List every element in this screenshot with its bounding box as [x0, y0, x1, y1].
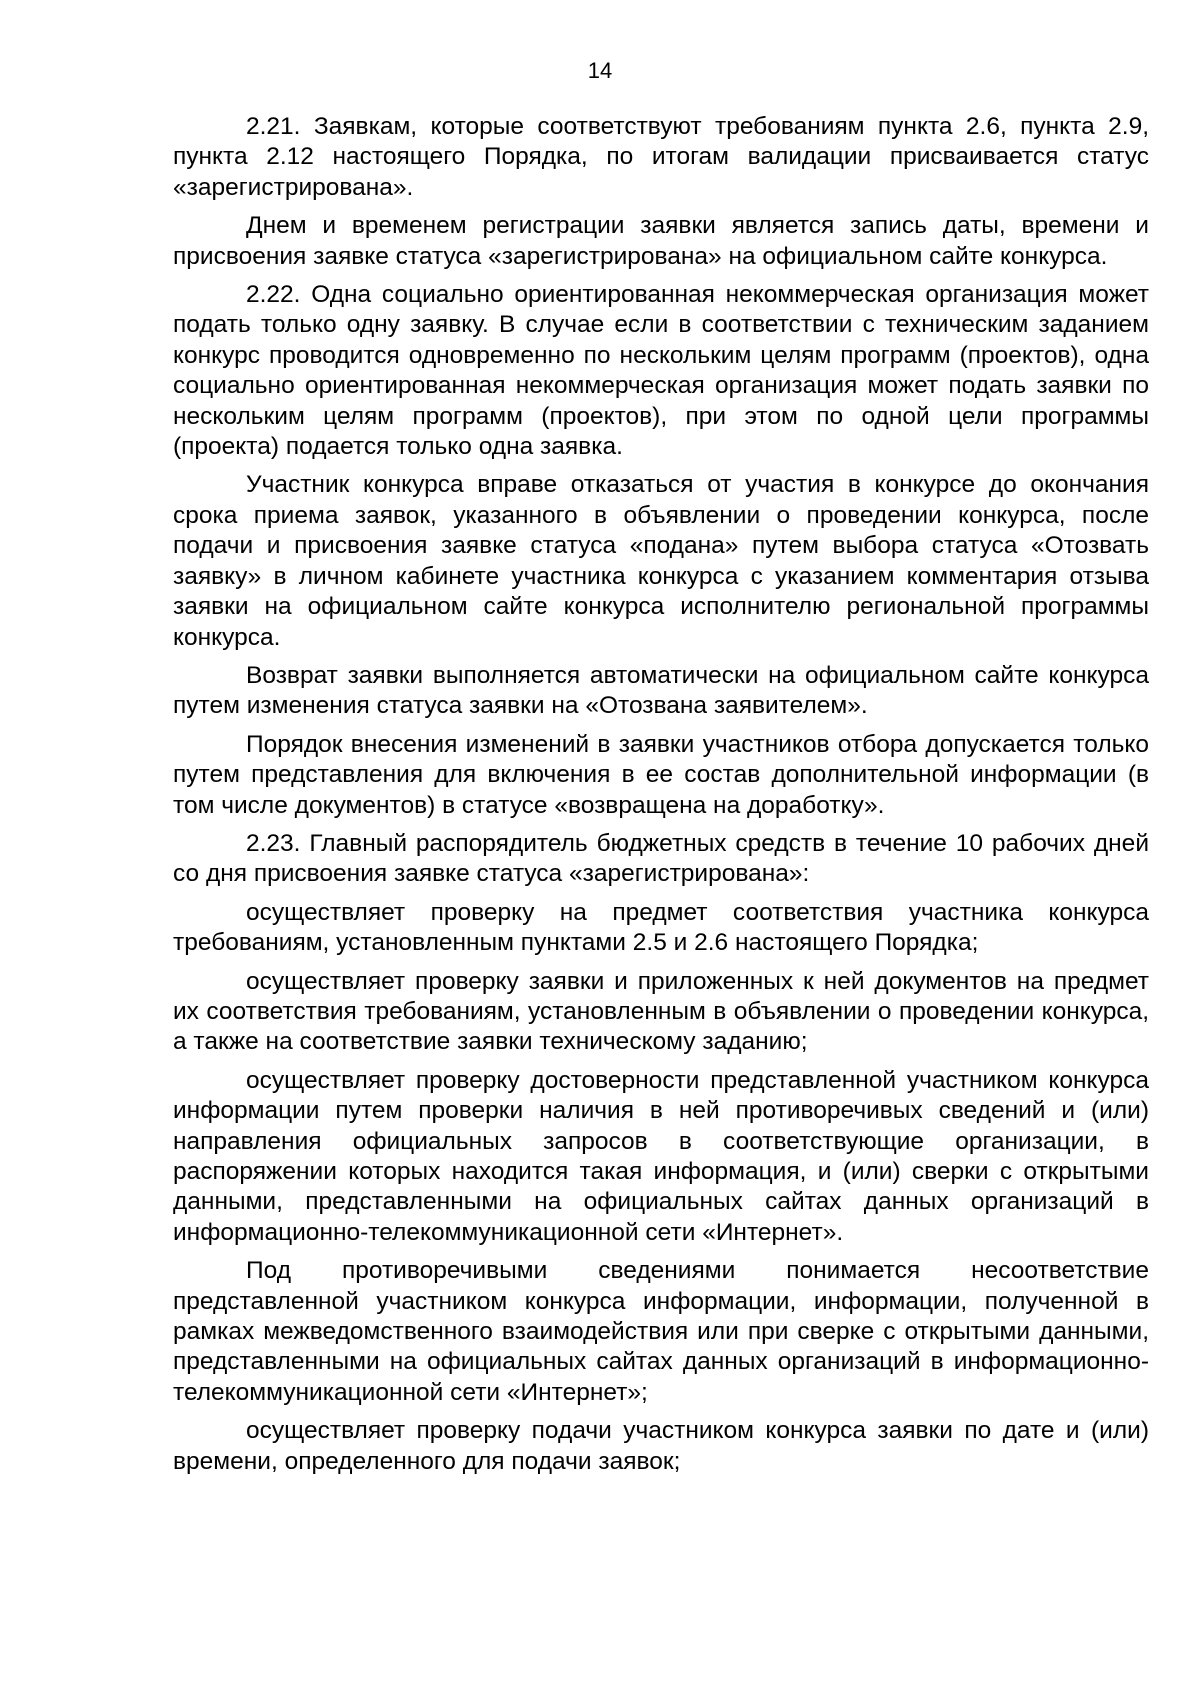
paragraph-return: Возврат заявки выполняется автоматически на официальном сайте конкурса путем изменения статуса заявки на «Отозвана заявителем». [173, 661, 1149, 720]
paragraph-changes: Порядок внесения изменений в заявки участников отбора допускается только путем представления для включения в ее состав дополнительной информации (в том числе документов) в статусе «возвращена на доработку». [173, 730, 1149, 819]
paragraph-check-documents: осуществляет проверку заявки и приложенных к ней документов на предмет их соответствия требованиям, установленным в объявлении о проведении конкурса, а также на соответствие заявки техническому заданию; [173, 967, 1149, 1056]
document-body [173, 112, 1149, 1485]
paragraph-check-participant: осуществляет проверку на предмет соответствия участника конкурса требованиям, установленным пунктами 2.5 и 2.6 настоящего Порядка; [173, 898, 1149, 957]
paragraph-check-submission-time: осуществляет проверку подачи участником конкурса заявки по дате и (или) времени, определенного для подачи заявок; [173, 1417, 1149, 1475]
paragraph-2-21: 2.21. Заявкам, которые соответствуют требованиям пункта 2.6, пункта 2.9, пункта 2.12 настоящего Порядка, по итогам валидации присваивается статус «зарегистрирована». [173, 113, 1149, 201]
paragraph-registration-date: Днем и временем регистрации заявки является запись даты, времени и присвоения заявке статуса «зарегистрирована» на официальном сайте конкурса. [173, 212, 1149, 270]
paragraph-2-22: 2.22. Одна социально ориентированная некоммерческая организация может подать только одну заявку. В случае если в соответствии с техническим заданием конкурс проводится одновременно по нескольким целям программ (проектов), одна социально ориентированная некоммерческая организация может подать заявки по нескольким целям программ (проектов), при этом по одной цели программы (проекта) подается только одна заявка. [173, 281, 1149, 461]
paragraph-check-reliability: осуществляет проверку достоверности представленной участником конкурса информации путем проверки наличия в ней противоречивых сведений и (или) направления официальных запросов в соответствующие организации, в распоряжении которых находится такая информация, и (или) сверки с открытыми данными, представленными на официальных сайтах данных организаций в информационно-телекоммуникационной сети «Интернет». [173, 1066, 1149, 1246]
page-number: 14 [587, 58, 613, 83]
paragraph-contradictory-info: Под противоречивыми сведениями понимается несоответствие представленной участником конкурса информации, информации, полученной в рамках межведомственного взаимодействия или при сверке с открытыми данными, представленными на официальных сайтах данных организаций в информационно-телекоммуникационной сети «Интернет»; [173, 1257, 1149, 1406]
paragraph-withdrawal: Участник конкурса вправе отказаться от участия в конкурсе до окончания срока приема заявок, указанного в объявлении о проведении конкурса, после подачи и присвоения заявке статуса «подана» путем выбора статуса «Отозвать заявку» в личном кабинете участника конкурса с указанием комментария отзыва заявки на официальном сайте конкурса исполнителю региональной программы конкурса. [173, 471, 1149, 651]
paragraph-2-23: 2.23. Главный распорядитель бюджетных средств в течение 10 рабочих дней со дня присвоения заявке статуса «зарегистрирована»: [173, 829, 1149, 888]
